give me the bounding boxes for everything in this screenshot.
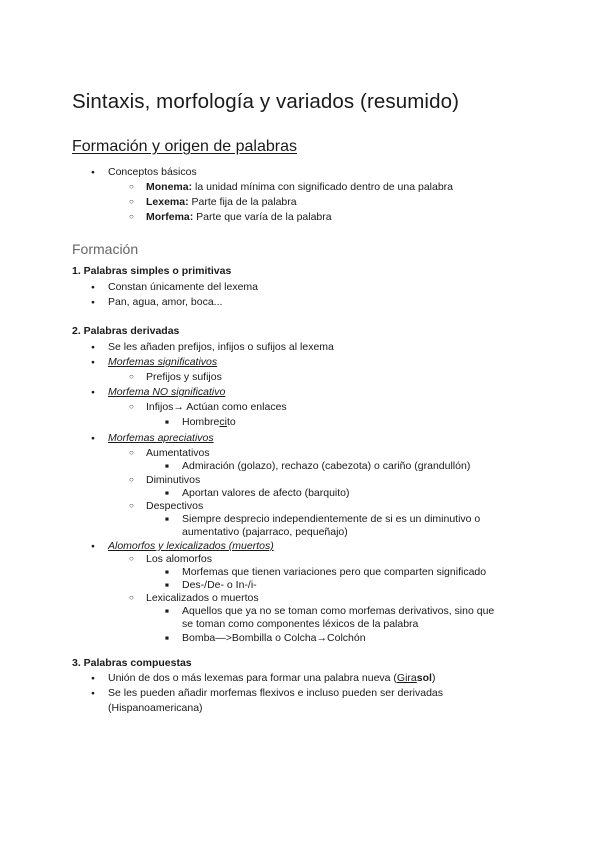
underlined-lexeme: Gira [396, 672, 417, 684]
bullet-dot [91, 356, 95, 370]
term-morfema: Morfema: [146, 211, 194, 223]
list-item-monema [146, 181, 453, 194]
bullet-dot [91, 386, 95, 400]
section-heading-formacion-origen: Formación y origen de palabras [72, 138, 298, 155]
text-part: to [226, 416, 236, 428]
bold-lexeme: sol [416, 672, 432, 684]
list-item: Morfemas que tienen variaciones pero que comparten significado [182, 566, 487, 578]
list-item: Pan, agua, amor, boca... [108, 296, 223, 308]
term-monema: Monema: [146, 181, 193, 193]
list-item: Infijos→ Actúan como enlaces [146, 401, 287, 413]
list-item-significativos: Morfemas significativos [108, 356, 218, 368]
list-item-continued: aumentativo (pajarraco, pequeñajo) [182, 526, 348, 538]
bullet-circle [129, 500, 134, 513]
list-item-alomorfos: Alomorfos y lexicalizados (muertos) [108, 540, 274, 552]
list-item: Des-/De- o In-/i- [182, 579, 257, 591]
document-title: Sintaxis, morfología y variados (resumido) [72, 90, 460, 113]
bullet-square [165, 513, 169, 527]
subsection-heading-formacion: Formación [72, 241, 139, 257]
bullet-dot [91, 687, 95, 701]
term-lexema: Lexema: [146, 196, 189, 208]
bullet-square [165, 416, 169, 430]
bullet-square [165, 632, 169, 646]
list-item: Constan únicamente del lexema [108, 281, 259, 293]
list-item: Lexicalizados o muertos [146, 592, 259, 604]
heading-simples: 1. Palabras simples o primitivas [72, 265, 232, 277]
list-item: Bomba—>Bombilla o Colcha→Colchón [182, 632, 366, 644]
list-item-lexema [146, 196, 297, 209]
list-item: Aquellos que ya no se toman como morfemas derivativos, sino que [182, 605, 495, 617]
bullet-circle [129, 592, 134, 605]
list-item-conceptos: Conceptos básicos [108, 166, 197, 178]
list-item: Despectivos [146, 500, 204, 512]
list-item: Siempre desprecio independientemente de si es un diminutivo o [182, 513, 481, 525]
list-item-girasol [108, 672, 435, 685]
underlined-infix: ci [219, 416, 227, 428]
bullet-dot [91, 281, 95, 295]
list-item: Aportan valores de afecto (barquito) [182, 487, 350, 499]
bullet-dot [91, 341, 95, 355]
def-monema: la unidad mínima con significado dentro de una palabra [192, 181, 454, 193]
list-item: Se les añaden prefijos, infijos o sufijos al lexema [108, 341, 334, 353]
bullet-circle [129, 447, 134, 460]
list-item: Admiración (golazo), rechazo (cabezota) o cariño (grandullón) [182, 460, 471, 472]
text-part: ) [431, 672, 436, 684]
bullet-circle [129, 211, 134, 224]
def-morfema: Parte que varía de la palabra [193, 211, 332, 223]
list-item-apreciativos: Morfemas apreciativos [108, 432, 214, 444]
def-lexema: Parte fija de la palabra [188, 196, 297, 208]
bullet-square [165, 605, 169, 619]
list-item: Los alomorfos [146, 553, 212, 565]
list-item: Se les pueden añadir morfemas flexivos e incluso pueden ser derivadas [108, 687, 444, 699]
heading-derivadas: 2. Palabras derivadas [72, 325, 180, 337]
bullet-square [165, 579, 169, 593]
bullet-circle [129, 196, 134, 209]
bullet-square [165, 566, 169, 580]
list-item-continued: (Hispanoamericana) [108, 702, 203, 714]
bullet-square [165, 487, 169, 501]
bullet-dot [91, 672, 95, 686]
text-part: Hombre [182, 416, 220, 428]
list-item-continued: se toman como componentes léxicos de la palabra [182, 618, 419, 630]
list-item-no-significativo: Morfema NO significativo [108, 386, 226, 398]
bullet-dot [91, 166, 95, 180]
text-part: Unión de dos o más lexemas para formar una palabra nueva ( [108, 672, 397, 684]
bullet-dot [91, 296, 95, 310]
list-item: Prefijos y sufijos [146, 371, 222, 383]
list-item-hombrecito [182, 416, 236, 429]
bullet-dot [91, 432, 95, 446]
bullet-dot [91, 540, 95, 554]
bullet-square [165, 460, 169, 474]
bullet-circle [129, 371, 134, 384]
bullet-circle [129, 181, 134, 194]
bullet-circle [129, 401, 134, 414]
list-item-morfema [146, 211, 332, 224]
list-item: Diminutivos [146, 474, 201, 486]
bullet-circle [129, 474, 134, 487]
bullet-circle [129, 553, 134, 566]
list-item: Aumentativos [146, 447, 210, 459]
heading-compuestas: 3. Palabras compuestas [72, 657, 192, 669]
